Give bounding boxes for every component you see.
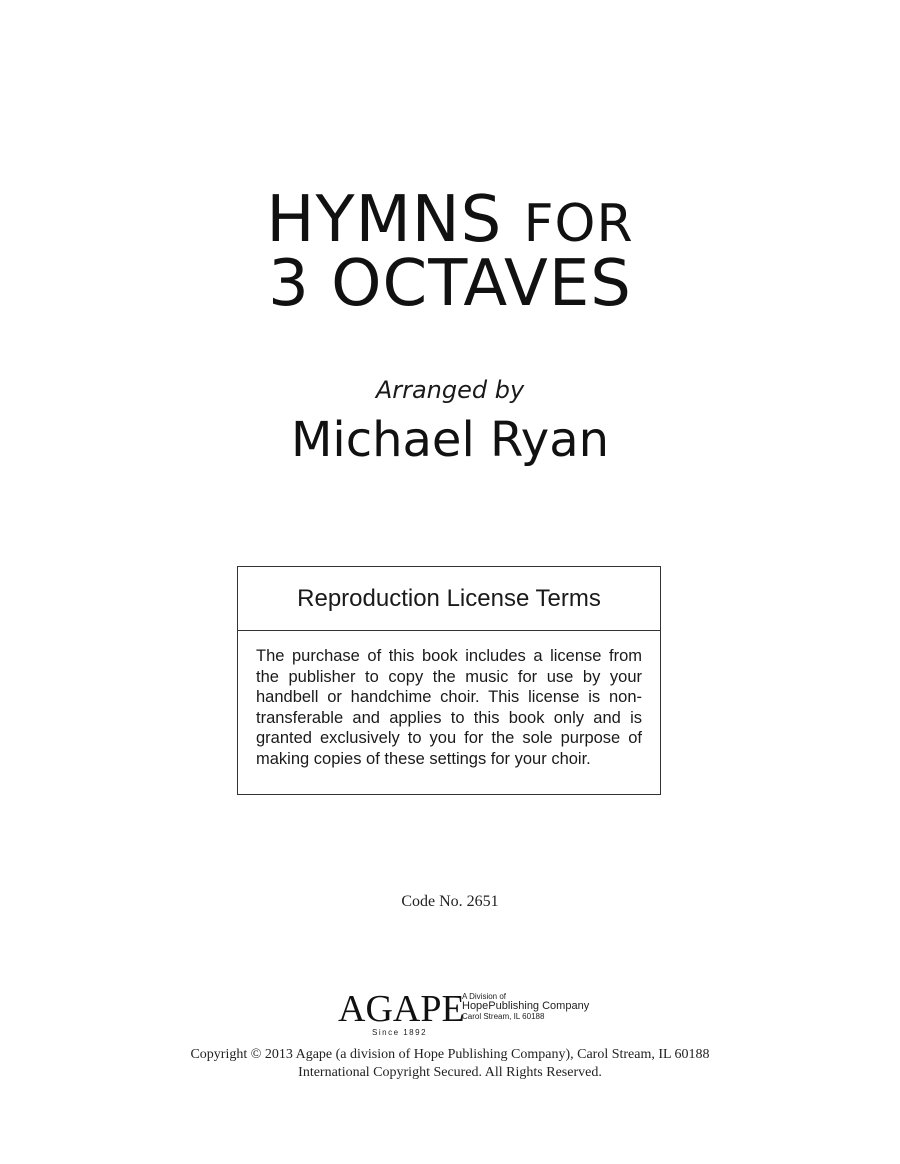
logo-wordmark: AGAPE [338, 988, 465, 1030]
license-heading: Reproduction License Terms [238, 567, 660, 631]
title-hymns: HYMNS [266, 183, 503, 257]
logo-since: Since 1892 [372, 1028, 428, 1037]
code-number: Code No. 2651 [401, 893, 499, 910]
title-line-2: 3 OCTAVES [268, 247, 632, 321]
title-for: FOR [523, 194, 634, 254]
logo-division-block [462, 993, 589, 1021]
logo-division-line: A Division of [462, 992, 507, 1001]
copyright-notice [0, 1046, 900, 1082]
arranger-name: Michael Ryan [290, 412, 610, 468]
license-box [237, 566, 661, 795]
title-line-1 [0, 183, 900, 257]
logo-location: Carol Stream, IL 60188 [462, 1011, 545, 1021]
license-body: The purchase of this book includes a license from the publisher to copy the music for use by your handbell or handchime choir. This license is non-transferable and applies to this book only and is granted exclusively to you for the sole purpose of making copies of these settings for your choir. [256, 647, 642, 768]
copyright-line-1: Copyright © 2013 Agape (a division of Hope Publishing Company), Carol Stream, IL 60188 [190, 1047, 710, 1062]
arranged-by-label: Arranged by [375, 376, 525, 404]
copyright-line-2: International Copyright Secured. All Rights Reserved. [298, 1065, 602, 1080]
logo-company: HopePublishing Company [462, 1000, 590, 1013]
publisher-logo [338, 990, 598, 1040]
